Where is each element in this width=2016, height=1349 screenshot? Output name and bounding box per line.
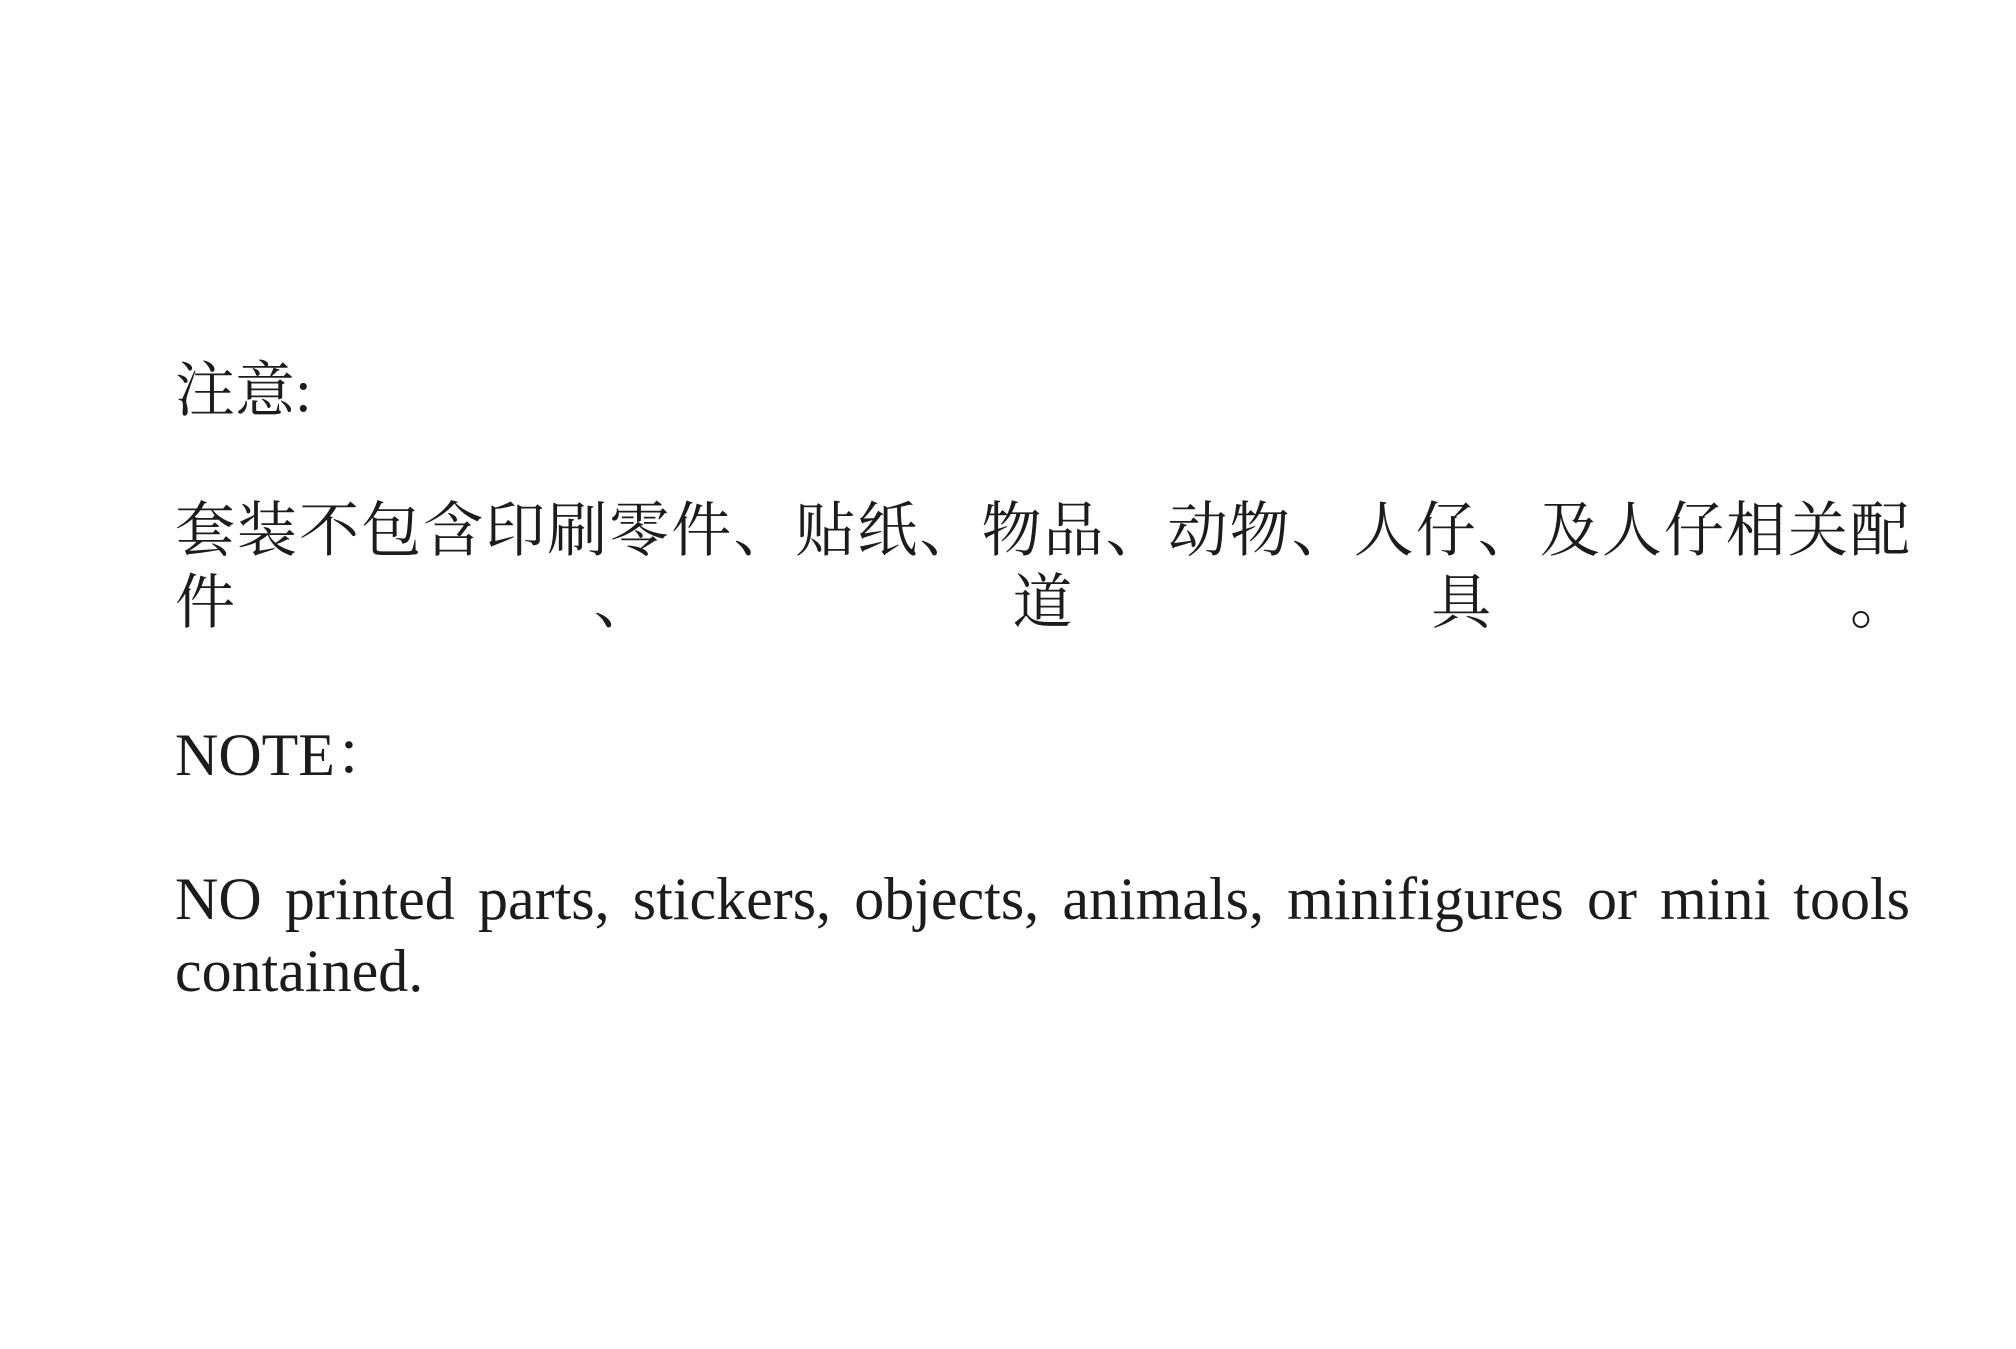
chinese-note-heading: 注意: (175, 358, 312, 424)
english-note-heading: NOTE： (175, 722, 395, 788)
english-note-body: NO printed parts, stickers, objects, animals, minifigures or mini tools contained. (175, 866, 1910, 1004)
document-content (175, 0, 1910, 1007)
chinese-note-body: 套装不包含印刷零件、贴纸、物品、动物、人仔、及人仔相关配件、道具。 (175, 498, 1910, 636)
